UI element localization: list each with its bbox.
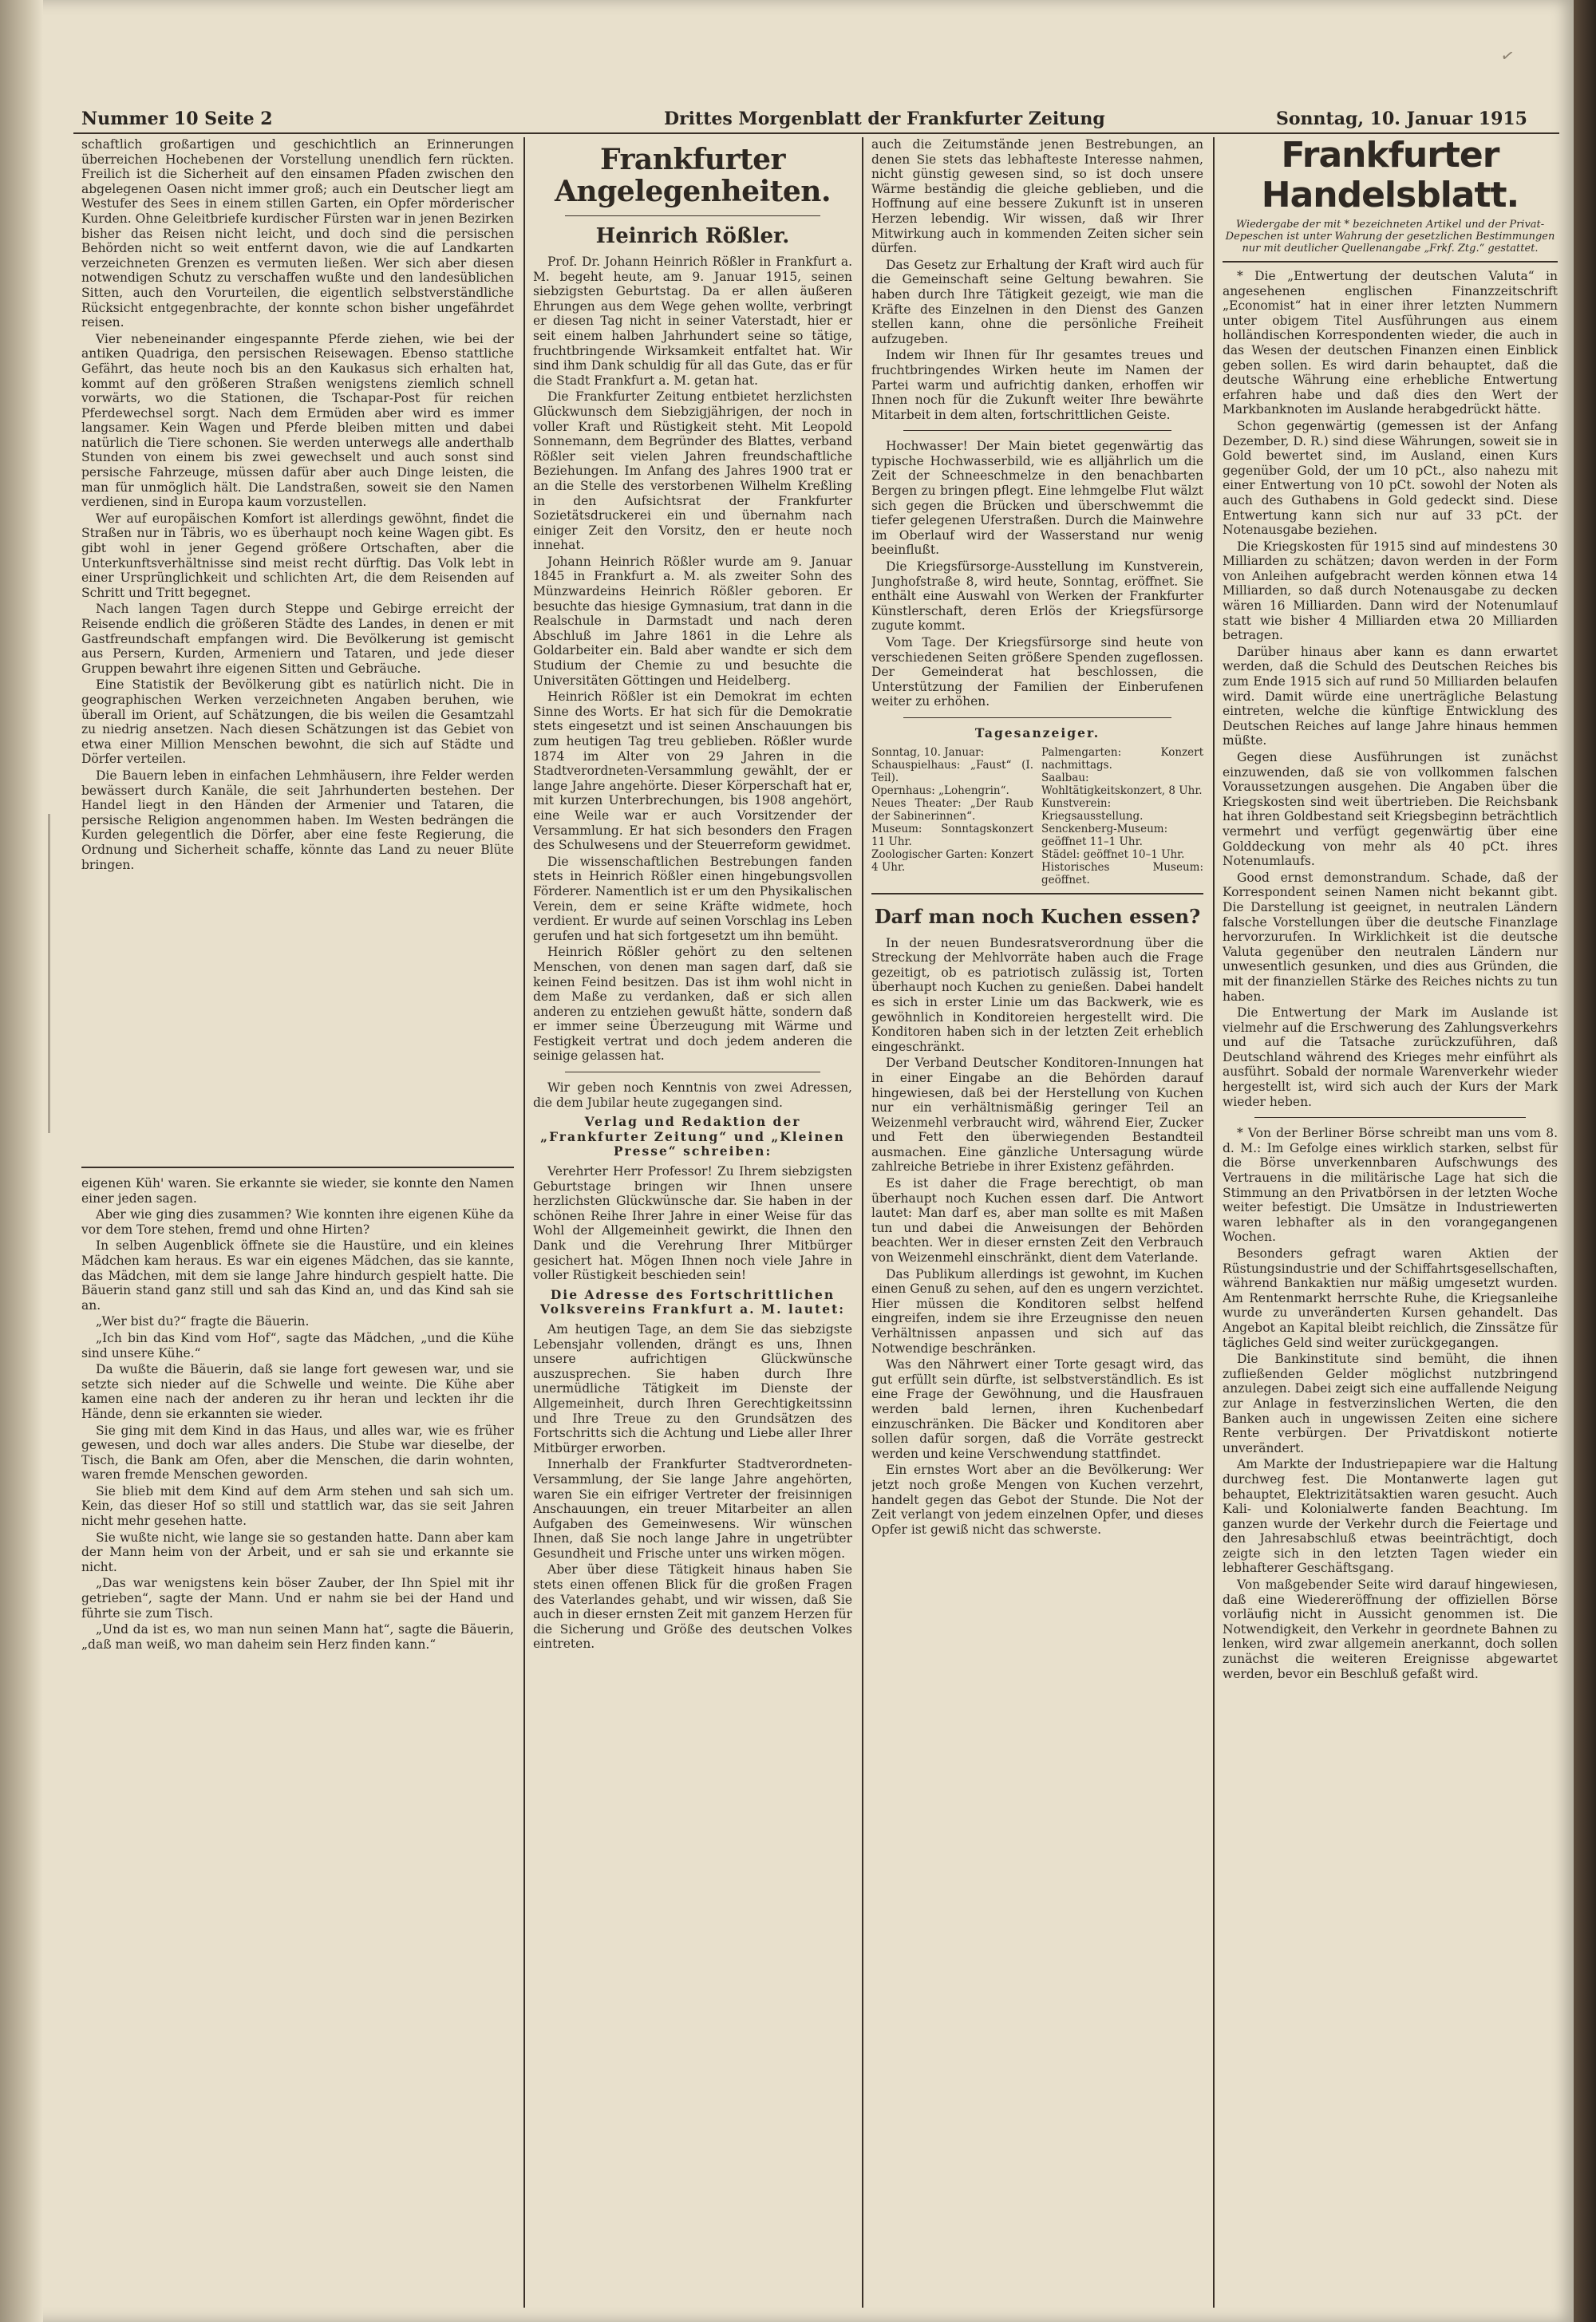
paragraph: Sie wußte nicht, wie lange sie so gestanden hatte. Dann aber kam der Mann heim von der Arbeit, und er sah sie und erkannte sie nicht.: [81, 1530, 514, 1574]
paragraph: „Wer bist du?“ fragte die Bäuerin.: [96, 1314, 310, 1329]
section-rule: [871, 893, 1203, 894]
paragraph: Aber über diese Tätigkeit hinaus haben Sie stets einen offenen Blick für die großen Fragen des Vaterlandes gehabt, und wir wissen, daß Sie auch in dieser ernsten Zeit mit ganzem Herzen für die Sicherung und Größe des deutschen Volkes eintreten.: [533, 1562, 852, 1652]
paragraph: Johann Heinrich Rößler wurde am 9. Januar 1845 in Frankfurt a. M. als zweiter Sohn des Münzwardeins Heinrich Rößler geboren. Er besuchte das hiesige Gymnasium, trat dann in die Realschule in Darmstadt und nach deren Abschluß im Jahre 1861 in die Lehre als Goldarbeiter ein. Bald aber wandte er sich dem Studium der Chemie zu und besuchte die Universitäten Göttingen und Heidelberg.: [533, 554, 852, 688]
paragraph-rule: [1254, 1117, 1526, 1118]
paragraph: Besonders gefragt waren Aktien der Rüstungsindustrie und der Schiffahrtsgesellschaften, während Bankaktien nur mäßig umgesetzt wurden. Am Rentenmarkt herrschte Ruhe, die Kriegsanleihe wurde zu unveränderten Kursen gehandelt. Das Angebot an Kapital bleibt reichlich, die Zinssätze für tägliches Geld sind weiter zurückgegangen.: [1223, 1246, 1558, 1350]
paragraph: „Und da ist es, wo man nun seinen Mann hat“, sagte die Bäuerin, „daß man weiß, wo man daheim sein Herz finden kann.“: [81, 1622, 514, 1652]
paragraph-rule: [903, 717, 1171, 718]
paragraph: In der neuen Bundesratsverordnung über die Streckung der Mehlvorräte haben auch die Frage gezeitigt, ob es patriotisch zulässig ist, Torten überhaupt noch Kuchen zu genießen. Dabei handelt es sich in erster Linie um das Backwerk, wie es gewöhnlich in Konditoreien hergestellt wird. Die Konditoren haben sich in der letzten Zeit erheblich eingeschränkt.: [871, 935, 1203, 1054]
paragraph: Nach langen Tagen durch Steppe und Gebirge erreicht der Reisende endlich die größeren Städte des Landes, in denen er mit Gastfreundschaft empfangen wird. Die Bevölkerung ist gemischt aus Persern, Kurden, Armeniern und Tataren, und jede dieser Gruppen bewahrt ihre eigenen Sitten und Gebräuche.: [81, 602, 514, 676]
article-title: Darf man noch Kuchen essen?: [874, 904, 1201, 928]
page-number: Nummer 10 Seite 2: [81, 109, 273, 129]
book-edge: [1574, 0, 1596, 2322]
paragraph: Vier nebeneinander eingespannte Pferde ziehen, wie bei der antiken Quadriga, den persischen Reisewagen. Ebenso stattliche Gefährt, das heute noch bis an den Kaukasus sich erhalten hat, kommt auf den größeren Straßen wenigstens ziemlich schnell vorwärts, wo die Stationen, die Tschapar-Post für reichen Pferdewechsel sorgt. Nach dem Ermüden aber wird es immer langsamer. Kein Wagen und Pferde bleiben mitten und dabei natürlich die Tiere schonen. Sie werden unterwegs alle anderthalb Stunden von einem bis zwei gewechselt und auch sonst sind persische Fahrzeuge, müssen dafür aber auch Dinge leisten, die man für unmöglich hält. Die Landstraßen, soweit sie den Namen verdienen, sind in Europa kaum vorzustellen.: [81, 331, 514, 510]
section-title: Frankfurter Handelsblatt.: [1261, 135, 1519, 215]
paragraph: Indem wir Ihnen für Ihr gesamtes treues und fruchtbringendes Wirken heute im Namen der Partei warm und aufrichtig danken, erhoffen wir Ihnen noch für die Zukunft weiter Ihre bewährte Mitarbeit in dem alten, fortschrittlichen Geiste.: [871, 348, 1203, 422]
column-rule-1: [523, 137, 525, 2308]
paragraph: Darüber hinaus aber kann es dann erwartet werden, daß die Schuld des Deutschen Reiches bis zum Ende 1915 sich auf rund 50 Milliarden belaufen wird. Damit würde eine unerträgliche Belastung eintreten, welche die künftige Entwicklung des Deutschen Reiches auf lange Jahre hinaus hemmen müßte.: [1223, 644, 1558, 748]
paragraph: Die Kriegskosten für 1915 sind auf mindestens 30 Milliarden zu schätzen; davon werden in der Form von Anleihen aufgebracht werden können etwa 14 Milliarden, so daß durch Notenausgabe zu decken wären 16 Milliarden. Dann wird der Notenumlauf statt wie bisher 4 Milliarden etwa 20 Milliarden betragen.: [1223, 539, 1558, 643]
paragraph: Schon gegenwärtig (gemessen ist der Anfang Dezember, D. R.) sind diese Währungen, soweit sie in Gold bewertet sind, im Ausland, einen Kurs gegenüber Gold, der um 10 pCt., also nahezu mit einer Entwertung von 10 pCt. sowohl der Noten als auch des Guthabens in Gold gedeckt sind. Diese Entwertung kann sich nur auf 33 pCt. der Notenausgabe beziehen.: [1223, 418, 1558, 538]
paragraph: Von maßgebender Seite wird darauf hingewiesen, daß eine Wiedereröffnung der offiziellen Börse vorläufig nicht in Aussicht genommen ist. Die Notwendigkeit, den Verkehr in geordnete Bahnen zu lenken, wird zwar allgemein anerkannt, doch sollen zunächst die weiteren Ereignisse abgewartet werden, bevor ein Beschluß gefaßt wird.: [1223, 1578, 1558, 1681]
subheading: Die Adresse des Fortschrittlichen Volksvereins Frankfurt a. M. lautet:: [540, 1286, 845, 1317]
paragraph: Die Bankinstitute sind bemüht, die ihnen zufließenden Gelder möglichst nutzbringend anzulegen. Dabei zeigt sich eine auffallende Neigung zur Anlage in festverzinslichen Werten, die den Banken auch in ungewissen Zeiten eine sichere Rente verbürgen. Der Privatdiskont notierte unverändert.: [1223, 1352, 1558, 1455]
listing-item: Sonntag, 10. Januar:: [871, 745, 985, 759]
paragraph: * Die „Entwertung der deutschen Valuta“ in angesehenen englischen Finanzzeitschrift „Economist“ hat in einer ihrer letzten Nummern unter obigem Titel Ausführungen aus einem holländischen Korrespondenten wieder, die auch in das Wesen der deutschen Finanzen einen Einblick geben sollen. Es wird darin behauptet, daß die deutsche Währung eine erhebliche Entwertung erfahren habe und daß dies den Wert der Markbanknoten im Auslande herabgedrückt hätte.: [1223, 269, 1558, 417]
paragraph: Heinrich Rößler ist ein Demokrat im echten Sinne des Worts. Er hat sich für die Demokratie stets eingesetzt und ist seinen Anschauungen bis zum heutigen Tag treu geblieben. Rößler wurde 1874 im Alter von 29 Jahren in die Stadtverordneten-Versammlung gewählt, der er lange Jahre angehörte. Dieser Körperschaft hat er, mit kurzen Unterbrechungen, bis 1908 angehört, eine Weile war er auch Vorsitzender der Versammlung. Er hat sich besonders den Fragen des Schulwesens und der Steuerreform gewidmet.: [533, 689, 852, 853]
paragraph: Innerhalb der Frankfurter Stadtverordneten-Versammlung, der Sie lange Jahre angehörten, waren Sie ein eifriger Vertreter der freisinnigen Anschauungen, ein treuer Mitarbeiter an allen Aufgaben des Gemeinwesens. Wir wünschen Ihnen, daß Sie noch lange Jahre in ungetrübter Gesundheit und Frische unter uns wirken mögen.: [533, 1457, 852, 1561]
event-listings: [871, 746, 1203, 887]
paragraph: In selben Augenblick öffnete sie die Haustüre, und ein kleines Mädchen kam heraus. Es war ein eigenes Mädchen, das sie kannte, das Mädchen, mit dem sie lange Jahre hindurch gespielt hatte. Die Bäuerin stand ganz still und sah das Kind an, und das Kind sah sie an.: [81, 1238, 514, 1313]
paragraph: Prof. Dr. Johann Heinrich Rößler in Frankfurt a. M. begeht heute, am 9. Januar 1915, seinen siebzigsten Geburtstag. Da er allen äußeren Ehrungen aus dem Wege gehen wollte, verbringt er diesen Tag nicht in seiner Vaterstadt, hier er seit einem halben Jahrhundert seine so tätige, fruchtbringende Wirksamkeit entfaltet hat. Wir sind ihm Dank schuldig für all das Gute, das er für die Stadt Frankfurt a. M. getan hat.: [533, 255, 852, 388]
column-2: [533, 137, 852, 2308]
listing-item: Opernhaus: „Lohengrin“.: [871, 784, 1009, 797]
subheading: Verlag und Redaktion der „Frankfurter Zeitung“ und „Kleinen Presse“ schreiben:: [540, 1114, 845, 1159]
paragraph: schaftlich großartigen und geschichtlich an Erinnerungen überreichen Hochebenen der Vorstellung unendlich fern rückten. Freilich ist die Sicherheit auf den einsamen Pfaden zwischen den abgelegenen Oasen nicht immer groß; auch ein Deutscher liegt am Westufer des Sees in einem stillen Garten, ein Opfer mörderischer Kurden. Ohne Geleitbriefe kurdischer Fürsten war in jenen Bezirken bisher das Reisen nicht leicht, und doch sind die persischen Behörden nicht so weit entfernt davon, wie die auf Landkarten verzeichneten Grenzen es vermuten ließen. Wer sich aber diesen notwendigen Schutz zu verschaffen wußte und den landesüblichen Sitten, auch den Vorurteilen, die eigentlich selbstverständliche Rücksicht entgegenbrachte, der konnte schon bisher ungefährdet reisen.: [81, 137, 514, 330]
section-rule: [1223, 261, 1558, 263]
paragraph: Good ernst demonstrandum. Schade, daß der Korrespondent seinen Namen nicht bekannt gibt. Die Darstellung ist geeignet, in neutralen Ländern falsche Vorstellungen über die deutsche Finanzlage hervorzurufen. In Wirklichkeit ist die deutsche Valuta gegenüber den neutralen Ländern nur unwesentlich gesunken, und dies aus Gründen, die mit der finanziellen Stärke des Reiches nichts zu tun haben.: [1223, 870, 1558, 1004]
paragraph: Verehrter Herr Professor! Zu Ihrem siebzigsten Geburtstage bringen wir Ihnen unsere herzlichsten Glückwünsche dar. Sie haben in der schönen Reihe Ihrer Jahre in einer Weise für das Wohl der Allgemeinheit gewirkt, die Ihnen den Dank und die Verehrung Ihrer Mitbürger gesichert hat. Mögen Ihnen noch viele Jahre in voller Rüstigkeit beschieden sein!: [533, 1164, 852, 1283]
column-rule-3: [1213, 137, 1215, 2308]
column-1-top: [81, 137, 514, 1159]
paragraph: Sie ging mit dem Kind in das Haus, und alles war, wie es früher gewesen, und doch war alles anders. Die Stube war dieselbe, der Tisch, die Bank am Ofen, aber die Menschen, die darin wohnten, waren fremde Menschen geworden.: [81, 1423, 514, 1483]
column-rule-2: [862, 137, 863, 2308]
paragraph: Das Gesetz zur Erhaltung der Kraft wird auch für die Gemeinschaft seine Geltung bewahren. Sie haben durch Ihre Tätigkeit gezeigt, wie man die Kräfte des Einzelnen in den Dienst des Ganzen stellen kann, ohne die persönliche Freiheit aufzugeben.: [871, 257, 1203, 346]
reprint-notice: Wiedergabe der mit * bezeichneten Artikel und der Privat-Depeschen ist unter Wahrung der gesetzlichen Bestimmungen nur mit deutlicher Quellenangabe „Frkf. Ztg.“ gestattet.: [1225, 219, 1555, 255]
paragraph: * Von der Berliner Börse schreibt man uns vom 8. d. M.: Im Gefolge eines wirklich starken, selbst für die Börse unverkennbaren Aufschwungs des Vertrauens in die militärische Lage hat sich die Stimmung an den Privatbörsen in der letzten Woche weiter befestigt. Die Umsätze in Industriewerten waren lebhafter als in den vorangegangenen Wochen.: [1223, 1126, 1558, 1245]
column-4: [1223, 128, 1558, 2308]
listing-item: Museum: Sonntagskonzert 11 Uhr.: [871, 822, 1033, 848]
listing-item: Saalbau: Wohltätigkeitskonzert, 8 Uhr.: [1041, 771, 1203, 797]
paragraph: Die Kriegsfürsorge-Ausstellung im Kunstverein, Junghofstraße 8, wird heute, Sonntag, eröffnet. Sie enthält eine Auswahl von Werken der Frankfurter Künstlerschaft, deren Erlös der Kriegsfürsorge zugute kommt.: [871, 559, 1203, 634]
section-title: Frankfurter Angelegenheiten.: [554, 143, 831, 208]
binding-gutter: [0, 0, 43, 2322]
listing-item: Senckenberg-Museum: geöffnet 11–1 Uhr.: [1041, 822, 1168, 848]
listing-item: Städel: geöffnet 10–1 Uhr.: [1041, 847, 1185, 861]
paragraph: Ein ernstes Wort aber an die Bevölkerung: Wer jetzt noch große Mengen von Kuchen verzehrt, handelt gegen das Gebot der Stunde. Die Not der Zeit verlangt von jedem einzelnen Opfer, und dieses Opfer ist gewiß nicht das schwerste.: [871, 1463, 1203, 1537]
corner-mark: ✓: [1499, 45, 1516, 67]
paragraph: Es ist daher die Frage berechtigt, ob man überhaupt noch Kuchen essen darf. Die Antwort lautet: Man darf es, aber man sollte es mit Maßen tun und dabei die Anweisungen der Behörden beachten. Wer in dieser ernsten Zeit den Verbrauch von Weizenmehl einschränkt, dient dem Vaterlande.: [871, 1176, 1203, 1266]
listing-item: Schauspielhaus: „Faust“ (I. Teil).: [871, 758, 1033, 784]
paragraph: Das Publikum allerdings ist gewohnt, im Kuchen einen Genuß zu sehen, auf den es ungern verzichtet. Hier müssen die Konditoren selbst helfend eingreifen, indem sie ihre Erzeugnisse den neuen Verhältnissen anpassen und sich auf das Notwendige beschränken.: [871, 1266, 1203, 1356]
masthead: Drittes Morgenblatt der Frankfurter Zeitung: [664, 109, 1105, 129]
listing-item: Neues Theater: „Der Raub der Sabinerinnen“.: [871, 796, 1033, 823]
paragraph-rule: [903, 430, 1171, 431]
paragraph: Eine Statistik der Bevölkerung gibt es natürlich nicht. Die in geographischen Werken verzeichneten Angaben beruhen, wie überall im Orient, auf Schätzungen, die bis weilen die Gesamtzahl zu niedrig ansetzen. Nach diesen Schätzungen ist das Gebiet von etwa einer Million Menschen bewohnt, die sich auf Städte und Dörfer verteilen.: [81, 677, 514, 767]
paragraph: Der Verband Deutscher Konditoren-Innungen hat in einer Eingabe an die Behörden darauf hingewiesen, daß bei der Herstellung von Kuchen nur ein verhältnismäßig geringer Teil an Weizenmehl verbraucht wird, während Eier, Zucker und Fett den überwiegenden Bestandteil ausmachen. Eine gänzliche Untersagung würde zahlreiche Betriebe in ihrer Existenz gefährden.: [871, 1056, 1203, 1175]
paragraph: „Das war wenigstens kein böser Zauber, der Ihn Spiel mit ihr getrieben“, sagte der Mann. Und er nahm sie bei der Hand und führte sie zum Tisch.: [81, 1576, 514, 1621]
margin-annotation: [48, 814, 66, 1133]
paragraph: Heinrich Rößler gehört zu den seltenen Menschen, von denen man sagen darf, daß sie keinen Feind besitzen. Das ist ihm wohl nicht in dem Maße zu verdanken, daß er sich allen anderen zu entziehen gewußt hätte, sondern daß er immer seine Überzeugung mit Wärme und Festigkeit vertrat und doch jedem anderen die seinige gelassen hat.: [533, 945, 852, 1064]
paragraph: Wir geben noch Kenntnis von zwei Adressen, die dem Jubilar heute zugegangen sind.: [533, 1080, 852, 1110]
title-rule: [565, 215, 820, 216]
paragraph: Die wissenschaftlichen Bestrebungen fanden stets in Heinrich Rößler einen hingebungsvollen Förderer. Namentlich ist er um den Physikalischen Verein, dem er seine Kräfte widmete, hoch verdient. Er wurde auf seinen Vorschlag ins Leben gerufen und hat sich fortgesetzt um ihn bemüht.: [533, 854, 852, 943]
listing-item: Kunstverein: Kriegsausstellung.: [1041, 796, 1144, 823]
paragraph: Gegen diese Ausführungen ist zunächst einzuwenden, daß sie von vollkommen falschen Voraussetzungen ausgehen. Die Angaben über die Kriegskosten sind weit übertrieben. Die Reichsbank hat ihren Goldbestand seit Kriegsbeginn beträchtlich vermehrt und verfügt gegenwärtig über eine Golddeckung von mehr als 40 pCt. ihres Notenumlaufs.: [1223, 750, 1558, 869]
paragraph: Die Bauern leben in einfachen Lehmhäusern, ihre Felder werden bewässert durch Kanäle, die seit Jahrhunderten bestehen. Der Handel liegt in den Händen der Armenier und Tataren, die persische Religion angenommen haben. Im Westen bedrängen die Kurden gelegentlich die Dörfer, aber eine feste Regierung, die Ordnung und Sicherheit schaffe, könnte das Land zu neuer Blüte bringen.: [81, 768, 514, 872]
story-separator: [81, 1167, 514, 1168]
column-1-bottom: [81, 1176, 514, 2309]
paragraph: eigenen Küh' waren. Sie erkannte sie wieder, sie konnte den Namen einer jeden sagen.: [81, 1176, 514, 1206]
paragraph: Was den Nährwert einer Torte gesagt wird, das gut erfüllt sein dürfte, ist selbstverständlich. Es ist eine Frage der Gewöhnung, und die Hausfrauen werden bald lernen, ihren Kuchenbedarf einzuschränken. Die Bäcker und Konditoren aber sollen dafür sorgen, daß die Vorräte gestreckt werden und keine Verschwendung stattfindet.: [871, 1357, 1203, 1461]
issue-date: Sonntag, 10. Januar 1915: [1276, 109, 1527, 129]
listing-item: Palmengarten: Konzert nachmittags.: [1041, 745, 1203, 772]
paragraph: Aber wie ging dies zusammen? Wie konnten ihre eigenen Kühe da vor dem Tore stehen, fremd und ohne Hirten?: [81, 1207, 514, 1237]
paragraph: Hochwasser! Der Main bietet gegenwärtig das typische Hochwasserbild, wie es alljährlich um die Zeit der Schneeschmelze in den benachbarten Bergen zu bringen pflegt. Eine lehmgelbe Flut wälzt sich gegen die Brücken und überschwemmt die tiefer gelegenen Uferstraßen. Durch die Mainwehre im Oberlauf wird der Wasserstand nur wenig beeinflußt.: [871, 439, 1203, 558]
paragraph: Am heutigen Tage, an dem Sie das siebzigste Lebensjahr vollenden, drängt es uns, Ihnen unsere aufrichtigen Glückwünsche auszusprechen. Sie haben durch Ihre unermüdliche Tätigkeit im Dienste der Allgemeinheit, durch Ihren Gerechtigkeitssinn und Ihre Treue zu den Grundsätzen des Fortschritts sich die Achtung und Liebe aller Ihrer Mitbürger erworben.: [533, 1321, 852, 1455]
paragraph: Vom Tage. Der Kriegsfürsorge sind heute von verschiedenen Seiten größere Spenden zugeflossen. Der Gemeinderat hat beschlossen, die Unterstützung der Familien der Einberufenen weiter zu erhöhen.: [871, 635, 1203, 709]
column-3: [871, 137, 1203, 2308]
listing-item: Zoologischer Garten: Konzert 4 Uhr.: [871, 847, 1033, 874]
listings-title: Tagesanzeiger.: [974, 725, 1100, 740]
paragraph: „Ich bin das Kind vom Hof“, sagte das Mädchen, „und die Kühe sind unsere Kühe.“: [81, 1330, 514, 1360]
paragraph: Die Entwertung der Mark im Auslande ist vielmehr auf die Erschwerung des Zahlungsverkehrs und auf die Tatsache zurückzuführen, daß Deutschland während des Krieges mehr einführt als ausführt. Sobald der normale Warenverkehr wieder hergestellt ist, wird sich auch der Kurs der Mark wieder heben.: [1223, 1005, 1558, 1109]
article-title: Heinrich Rößler.: [595, 224, 790, 248]
paragraph: Wer auf europäischen Komfort ist allerdings gewöhnt, findet die Straßen nur in Täbris, wo es überhaupt noch keine Wagen gibt. Es gibt wohl in jener Gegend größere Ortschaften, aber die Unterkunftsverhältnisse sind meist recht dürftig. Das Volk lebt in einer Ursprünglichkeit und schlichten Art, die dem Reisenden auf Schritt und Tritt begegnet.: [81, 511, 514, 600]
listing-item: Historisches Museum: geöffnet.: [1041, 860, 1203, 887]
paragraph: Am Markte der Industriepapiere war die Haltung durchweg fest. Die Montanwerte lagen gut behauptet, Elektrizitätsaktien waren gesucht. Auch Kali- und Kolonialwerte fanden Beachtung. Im ganzen wurde der Verkehr durch die Feiertage und den Jahresabschluß etwas beeinträchtigt, doch zeigte sich in den letzten Tagen wieder ein lebhafterer Geschäftsgang.: [1223, 1457, 1558, 1576]
paragraph: Die Frankfurter Zeitung entbietet herzlichsten Glückwunsch dem Siebzigjährigen, der noch in voller Kraft und Rüstigkeit steht. Mit Leopold Sonnemann, dem Begründer des Blattes, verband Rößler seit vielen Jahren freundschaftliche Beziehungen. Im Anfang des Jahres 1900 trat er an die Stelle des verstorbenen Wilhelm Kreßling in den Aufsichtsrat der Frankfurter Sozietätsdruckerei ein und übernahm nach einiger Zeit den Vorsitz, den er heute noch innehat.: [533, 389, 852, 553]
paragraph: Sie blieb mit dem Kind auf dem Arm stehen und sah sich um. Kein, das dieser Hof so still und stattlich war, das sie seit Jahren nicht mehr gesehen hatte.: [81, 1483, 514, 1529]
paragraph: Da wußte die Bäuerin, daß sie lange fort gewesen war, und sie setzte sich nieder auf die Schwelle und weinte. Die Kühe aber kamen eine nach der anderen zu ihr heran und leckten ihr die Hände, denn sie erkannten sie wieder.: [81, 1362, 514, 1421]
paragraph: auch die Zeitumstände jenen Bestrebungen, an denen Sie stets das lebhafteste Interesse nahmen, nicht günstig gewesen sind, so ist doch unsere Wärme beständig die gleiche geblieben, und die Hoffnung auf eine bessere Zukunft ist in unseren Herzen lebendig. Wir wissen, daß wir Ihrer Mitwirkung auch in kommenden Zeiten sicher sein dürfen.: [871, 137, 1203, 256]
